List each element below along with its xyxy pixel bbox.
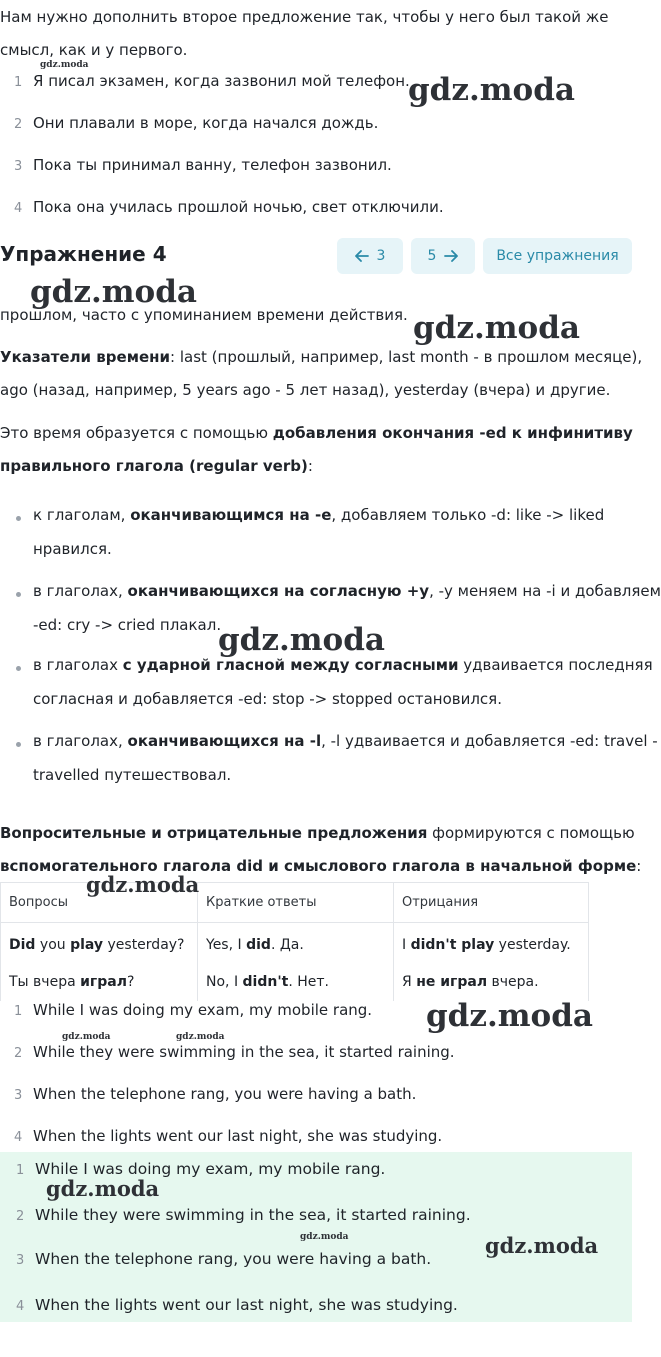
watermark: gdz.moda <box>300 1232 349 1242</box>
theory-past-line: прошлом, часто с упоминанием времени действия. <box>0 306 408 324</box>
item-text: Они плавали в море, когда начался дождь. <box>33 114 379 132</box>
watermark: gdz.moda <box>485 1233 599 1258</box>
all-exercises-button[interactable]: Все упражнения <box>483 238 632 274</box>
grammar-table <box>0 882 589 1013</box>
item-text: Я писал экзамен, когда зазвонил мой телефон. <box>33 72 410 90</box>
rule-line-2: -ed: cry -> cried плакал. <box>33 616 222 634</box>
item-number: 3 <box>16 1253 25 1268</box>
rule-line-2: travelled путешествовал. <box>33 766 232 784</box>
grammar-table-wrap <box>0 882 632 996</box>
time-markers-line-1: Указатели времени: last (прошлый, например, last month - в прошлом месяце), <box>0 348 643 366</box>
list-item <box>0 198 632 220</box>
table-header: Краткие ответы <box>198 883 394 923</box>
watermark: gdz.moda <box>62 1032 111 1042</box>
watermark: gdz.moda <box>46 1176 160 1201</box>
watermark: gdz.moda <box>408 72 575 108</box>
table-cell: I didn't play yesterday. Я не играл вчера. <box>394 923 589 1013</box>
table-cell: Did you play yesterday? Ты вчера играл? <box>1 923 198 1013</box>
list-item <box>0 156 632 178</box>
item-text: When the lights went our last night, she was studying. <box>35 1296 458 1314</box>
item-text: While they were swimming in the sea, it started raining. <box>35 1206 471 1224</box>
list-item <box>0 1043 632 1065</box>
item-number: 1 <box>14 1004 23 1019</box>
item-text: Пока ты принимал ванну, телефон зазвонил. <box>33 156 392 174</box>
item-text: When the telephone rang, you were having a bath. <box>33 1085 417 1103</box>
list-item <box>0 1296 632 1318</box>
time-markers-line-2: ago (назад, например, 5 years ago - 5 лет назад), yesterday (вчера) и другие. <box>0 381 611 399</box>
item-number: 4 <box>16 1299 25 1314</box>
arrow-left-icon <box>355 250 369 262</box>
questions-line: Вопросительные и отрицательные предложения формируются с помощью <box>0 824 635 842</box>
watermark: gdz.moda <box>30 274 197 310</box>
formation-line-1: Это время образуется с помощью добавления окончания -ed к инфинитиву <box>0 424 633 442</box>
watermark: gdz.moda <box>176 1032 225 1042</box>
item-text: While they were swimming in the sea, it started raining. <box>33 1043 455 1061</box>
item-number: 2 <box>16 1209 25 1224</box>
intro-line-2: смысл, как и у первого. <box>0 41 188 59</box>
intro-line-1: Нам нужно дополнить второе предложение так, чтобы у него был такой же <box>0 8 609 26</box>
rule-line-1: к глаголам, оканчивающимся на -е, добавляем только -d: like -> liked <box>33 506 605 524</box>
next-exercise-label: 5 <box>427 248 437 264</box>
next-exercise-button[interactable] <box>411 238 475 274</box>
watermark: gdz.moda <box>426 998 593 1034</box>
bullet-icon <box>16 516 21 521</box>
item-text: While I was doing my exam, my mobile rang. <box>33 1001 373 1019</box>
list-item <box>0 506 632 566</box>
formation-line-2: правильного глагола (regular verb): <box>0 457 313 475</box>
list-item <box>0 656 653 716</box>
list-item <box>0 114 632 136</box>
item-number: 3 <box>14 1088 23 1103</box>
rule-line-2: нравился. <box>33 540 112 558</box>
rule-line-1: в глаголах, оканчивающихся на -l, -l удваивается и добавляется -ed: travel - <box>33 732 658 750</box>
item-number: 4 <box>14 1130 23 1145</box>
list-item <box>0 732 658 792</box>
item-number: 2 <box>14 1046 23 1061</box>
watermark: gdz.moda <box>218 622 385 658</box>
table-header: Отрицания <box>394 883 589 923</box>
list-item <box>0 1127 632 1149</box>
watermark: gdz.moda <box>40 60 89 70</box>
rule-line-2: согласная и добавляется -ed: stop -> stopped остановился. <box>33 690 502 708</box>
arrow-right-icon <box>444 250 458 262</box>
list-item <box>0 1206 632 1228</box>
item-number: 2 <box>14 117 23 132</box>
watermark: gdz.moda <box>413 310 580 346</box>
rule-line-1: в глаголах, оканчивающихся на согласную +у, -у меняем на -i и добавляем <box>33 582 661 600</box>
item-text: When the lights went our last night, she was studying. <box>33 1127 443 1145</box>
item-number: 1 <box>14 75 23 90</box>
bullet-icon <box>16 592 21 597</box>
list-item <box>0 1085 632 1107</box>
rule-line-1: в глаголах с ударной гласной между согласными удваивается последняя <box>33 656 653 674</box>
item-number: 3 <box>14 159 23 174</box>
table-header: Вопросы <box>1 883 198 923</box>
watermark: gdz.moda <box>86 872 200 897</box>
item-number: 1 <box>16 1163 25 1178</box>
prev-exercise-label: 3 <box>376 248 386 264</box>
aux-verb-line: вспомогательного глагола did и смыслового глагола в начальной форме: <box>0 857 642 875</box>
exercise-title: Упражнение 4 <box>0 242 167 266</box>
bullet-icon <box>16 666 21 671</box>
item-text: Пока она училась прошлой ночью, свет отключили. <box>33 198 444 216</box>
item-text: While I was doing my exam, my mobile rang. <box>35 1160 386 1178</box>
bullet-icon <box>16 742 21 747</box>
prev-exercise-button[interactable] <box>337 238 403 274</box>
item-text: When the telephone rang, you were having a bath. <box>35 1250 432 1268</box>
item-number: 4 <box>14 201 23 216</box>
table-cell: Yes, I did. Да. No, I didn't. Нет. <box>198 923 394 1013</box>
